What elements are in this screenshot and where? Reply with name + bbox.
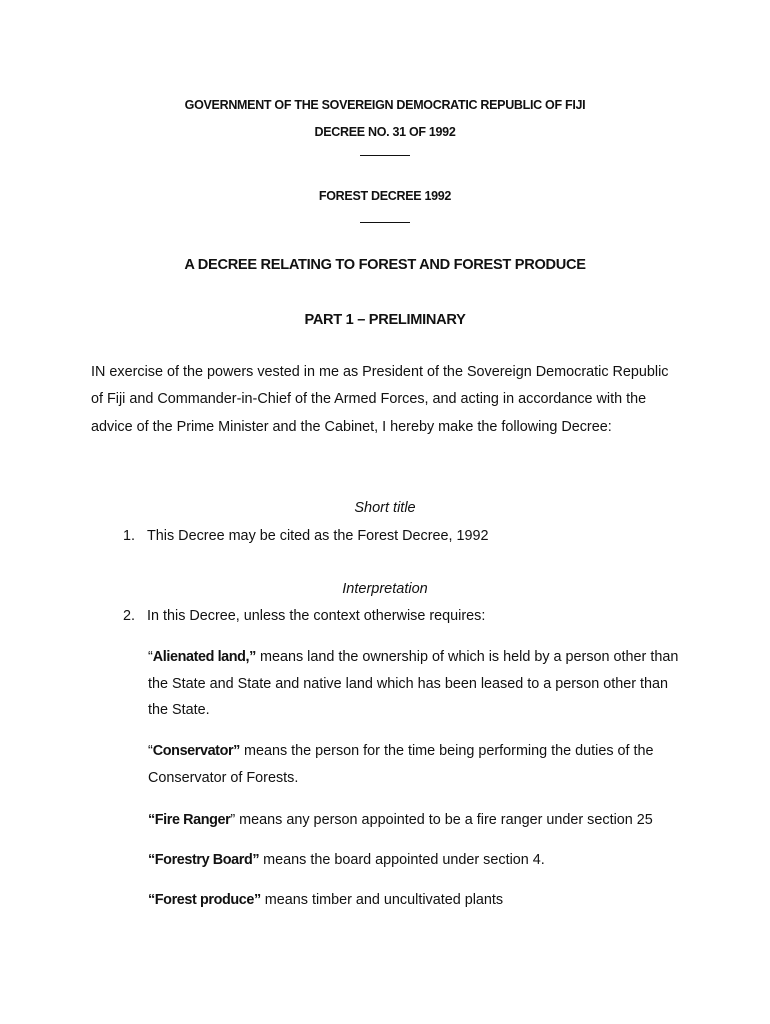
part-heading: PART 1 – PRELIMINARY [304,312,466,328]
section-heading-interpretation: Interpretation [342,581,428,597]
quote-mark: “ [148,743,153,759]
quote-mark: ” [230,812,236,828]
decree-short-name: FOREST DECREE 1992 [318,189,452,203]
definition-forestry-board [148,847,688,874]
preamble-paragraph: IN exercise of the powers vested in me as President of the Sovereign Democratic Republic of Fiji and Commander-in-Chief of the Armed Forces, and acting in accordance with the advice of the Prime Minister and the Cabinet, I hereby make the following Decree: [91,364,669,435]
government-heading: GOVERNMENT OF THE SOVEREIGN DEMOCRATIC REPUBLIC OF FIJI [184,98,586,112]
definition-meaning: means the person for the time being performing the duties of the Conservator of Forests. [148,743,654,786]
section-number: 1. [123,528,136,544]
decree-number: DECREE NO. 31 OF 1992 [314,125,456,139]
definition-forest-produce [148,887,688,914]
definition-term: “Forestry Board” [148,852,260,868]
definition-conservator [148,738,688,791]
definition-meaning: means timber and uncultivated plants [260,892,504,908]
divider-rule [360,155,410,156]
definition-meaning: means any person appointed to be a fire ranger under section 25 [235,812,653,828]
section-number: 2. [123,608,136,624]
section-text: In this Decree, unless the context otherwise requires: [147,608,486,624]
divider-rule [360,222,410,223]
definition-term: “Fire Ranger [148,812,231,828]
definition-term: Alienated land,” [152,649,256,665]
definition-fire-ranger [148,807,688,834]
definition-term: Conservator” [152,743,240,759]
definition-meaning: means the board appointed under section 4. [259,852,545,868]
quote-mark: “ [148,649,153,665]
section-item [123,528,723,544]
section-heading-short-title: Short title [354,500,416,516]
decree-title: A DECREE RELATING TO FOREST AND FOREST PRODUCE [184,257,586,273]
section-item [123,608,723,624]
definition-alienated-land [148,644,688,724]
definition-meaning: means land the ownership of which is held by a person other than the State and State and native land which has been leased to a person other than the State. [148,649,679,718]
definition-term: “Forest produce” [148,892,261,908]
section-text: This Decree may be cited as the Forest Decree, 1992 [147,528,489,544]
